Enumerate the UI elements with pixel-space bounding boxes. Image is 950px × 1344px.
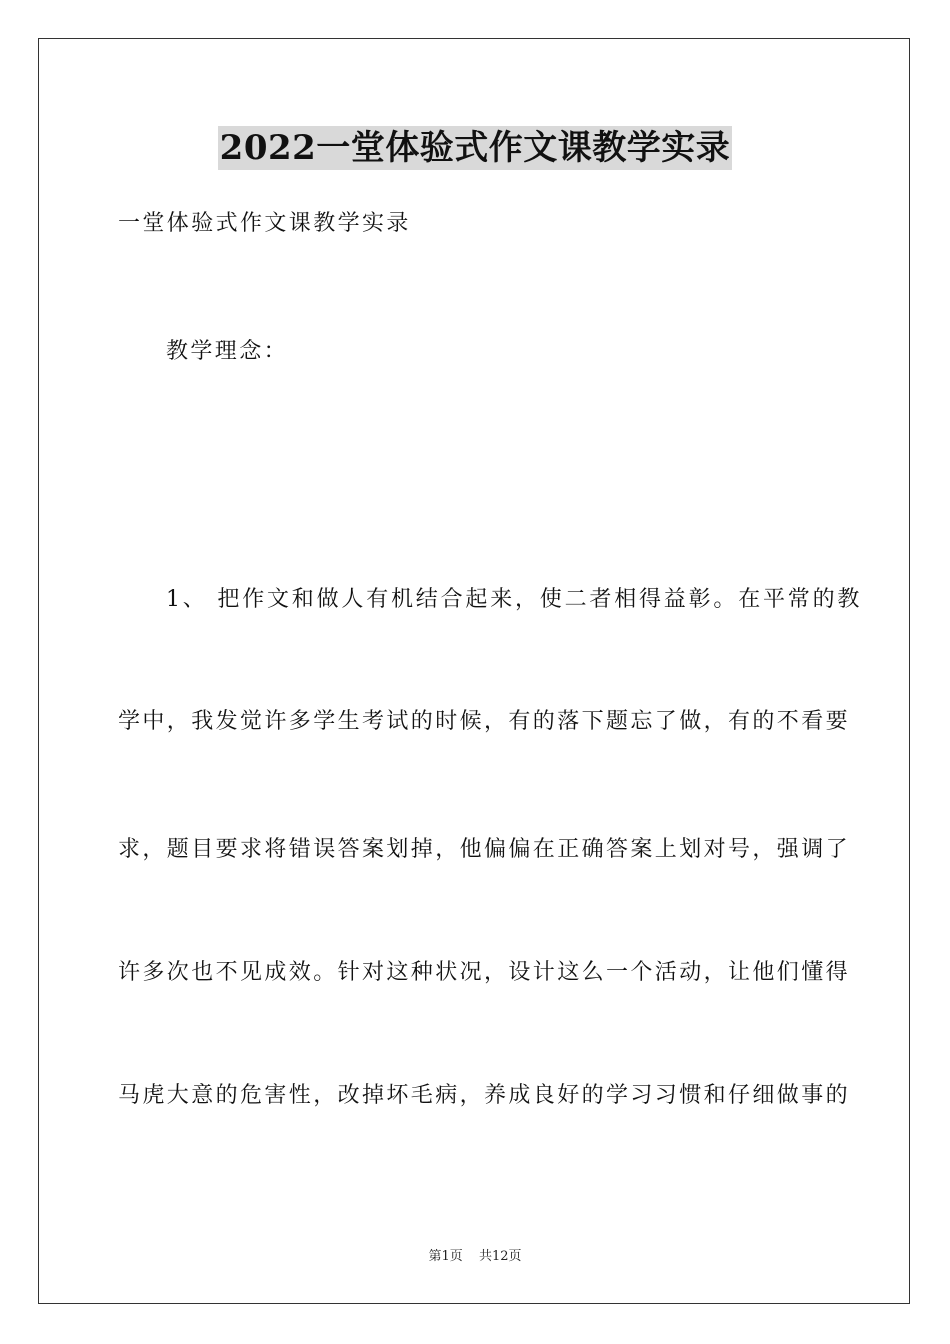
page-footer — [0, 1248, 950, 1266]
title-container — [0, 126, 950, 170]
paragraph-line: 1、 把作文和做人有机结合起来，使二者相得益彰。在平常的教 — [166, 587, 863, 612]
document-subtitle: 一堂体验式作文课教学实录 — [118, 211, 411, 236]
document-title: 2022一堂体验式作文课教学实录 — [219, 128, 731, 168]
page-current: 第1页 — [428, 1249, 463, 1264]
paragraph-line: 学中，我发觉许多学生考试的时候，有的落下题忘了做，有的不看要 — [118, 709, 851, 734]
paragraph-line: 马虎大意的危害性，改掉坏毛病，养成良好的学习习惯和仔细做事的 — [118, 1083, 851, 1108]
section-heading: 教学理念： — [166, 339, 289, 364]
paragraph-line: 求，题目要求将错误答案划掉，他偏偏在正确答案上划对号，强调了 — [118, 837, 851, 862]
paragraph-line: 许多次也不见成效。针对这种状况，设计这么一个活动，让他们懂得 — [118, 960, 851, 985]
page-total: 共12页 — [478, 1249, 522, 1264]
